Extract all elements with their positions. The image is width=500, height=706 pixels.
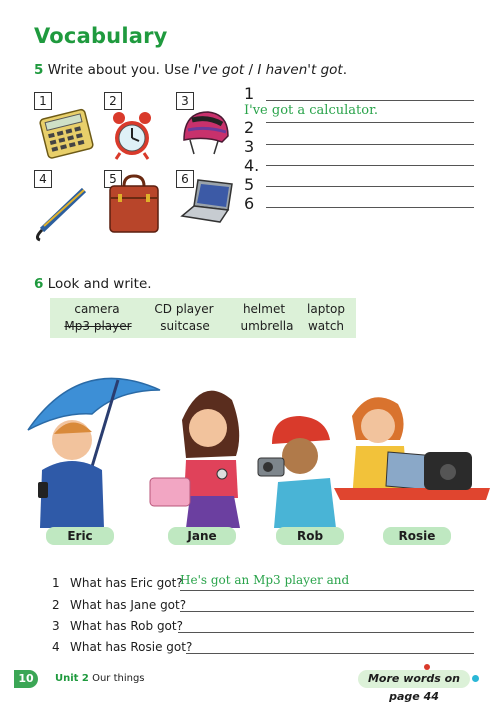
name-label-rosie: Rosie (383, 527, 451, 545)
calculator-icon (36, 108, 96, 164)
section-title: Vocabulary (34, 24, 168, 48)
line-number: 6 (244, 194, 255, 213)
answer-line[interactable] (266, 165, 474, 166)
exercise-6-instruction (34, 276, 152, 292)
line-number: 2 (244, 118, 255, 137)
word-bank-item: helmet (242, 302, 286, 316)
line-number: 4. (244, 156, 260, 175)
word-bank-item: umbrella (240, 319, 294, 333)
word-bank (50, 298, 356, 338)
question-text: What has Jane got? (70, 598, 187, 612)
rob-figure (258, 416, 336, 528)
question-number: 4 (52, 640, 60, 654)
answer-line[interactable] (266, 122, 474, 123)
picture-number: 5 (104, 170, 122, 188)
picture-number: 1 (34, 92, 52, 110)
page-number: 10 (14, 670, 38, 688)
line-number: 3 (244, 137, 255, 156)
answer-line[interactable] (266, 144, 474, 145)
unit-number: Unit 2 (55, 673, 89, 684)
handwritten-answer: I've got a calculator. (244, 103, 378, 118)
more-words-suffix: on page 44 (389, 672, 460, 703)
name-label-eric: Eric (46, 527, 114, 545)
exercise-5-instruction (34, 62, 347, 78)
umbrella-icon (30, 186, 92, 242)
answer-line[interactable] (266, 186, 474, 187)
name-label-jane: Jane (168, 527, 236, 545)
line-number: 1 (244, 84, 255, 103)
instruction-separator: / (244, 62, 258, 78)
rosie-figure (334, 397, 490, 500)
children-illustration (0, 360, 500, 528)
picture-number: 4 (34, 170, 52, 188)
question-number: 2 (52, 598, 60, 612)
instruction-text: Write about you. Use (47, 62, 194, 78)
answer-line[interactable] (266, 100, 474, 101)
question-text: What has Eric got? (70, 576, 183, 590)
word-bank-item: laptop (307, 302, 345, 316)
picture-number: 6 (176, 170, 194, 188)
question-text: What has Rosie got? (70, 640, 193, 654)
instruction-phrase: I've got (193, 62, 245, 78)
exercise-number: 6 (34, 276, 44, 292)
instruction-phrase: I haven't got (257, 62, 343, 78)
more-words-prefix: More words (367, 672, 441, 685)
answer-line[interactable] (186, 653, 474, 654)
name-label-rob: Rob (276, 527, 344, 545)
dot-decoration (424, 664, 430, 670)
question-number: 1 (52, 576, 60, 590)
handwritten-answer: He's got an Mp3 player and (180, 573, 350, 587)
answer-line[interactable] (178, 632, 474, 633)
dot-decoration (472, 675, 479, 682)
instruction-end: . (342, 62, 347, 78)
answer-line[interactable] (180, 590, 474, 591)
question-number: 3 (52, 619, 60, 633)
more-words-link[interactable] (358, 670, 470, 703)
word-bank-item: camera (74, 302, 120, 316)
suitcase-icon (106, 172, 162, 236)
jane-figure (150, 391, 240, 528)
unit-title: Our things (92, 673, 145, 684)
helmet-icon (178, 106, 232, 158)
word-bank-item: CD player (154, 302, 214, 316)
word-bank-item: suitcase (160, 319, 210, 333)
word-bank-item: watch (307, 319, 345, 333)
eric-figure (28, 378, 160, 528)
exercise-number: 5 (34, 62, 44, 78)
picture-number: 2 (104, 92, 122, 110)
answer-line[interactable] (180, 611, 474, 612)
exercise-5-lines (244, 84, 478, 214)
line-number: 5 (244, 175, 255, 194)
laptop-icon (180, 176, 236, 226)
alarm-clock-icon (110, 108, 154, 162)
unit-label (55, 673, 145, 684)
question-text: What has Rob got? (70, 619, 183, 633)
word-bank-item-crossed: Mp3 player (64, 319, 132, 333)
instruction-text: Look and write. (47, 276, 152, 292)
answer-line[interactable] (266, 207, 474, 208)
picture-number: 3 (176, 92, 194, 110)
